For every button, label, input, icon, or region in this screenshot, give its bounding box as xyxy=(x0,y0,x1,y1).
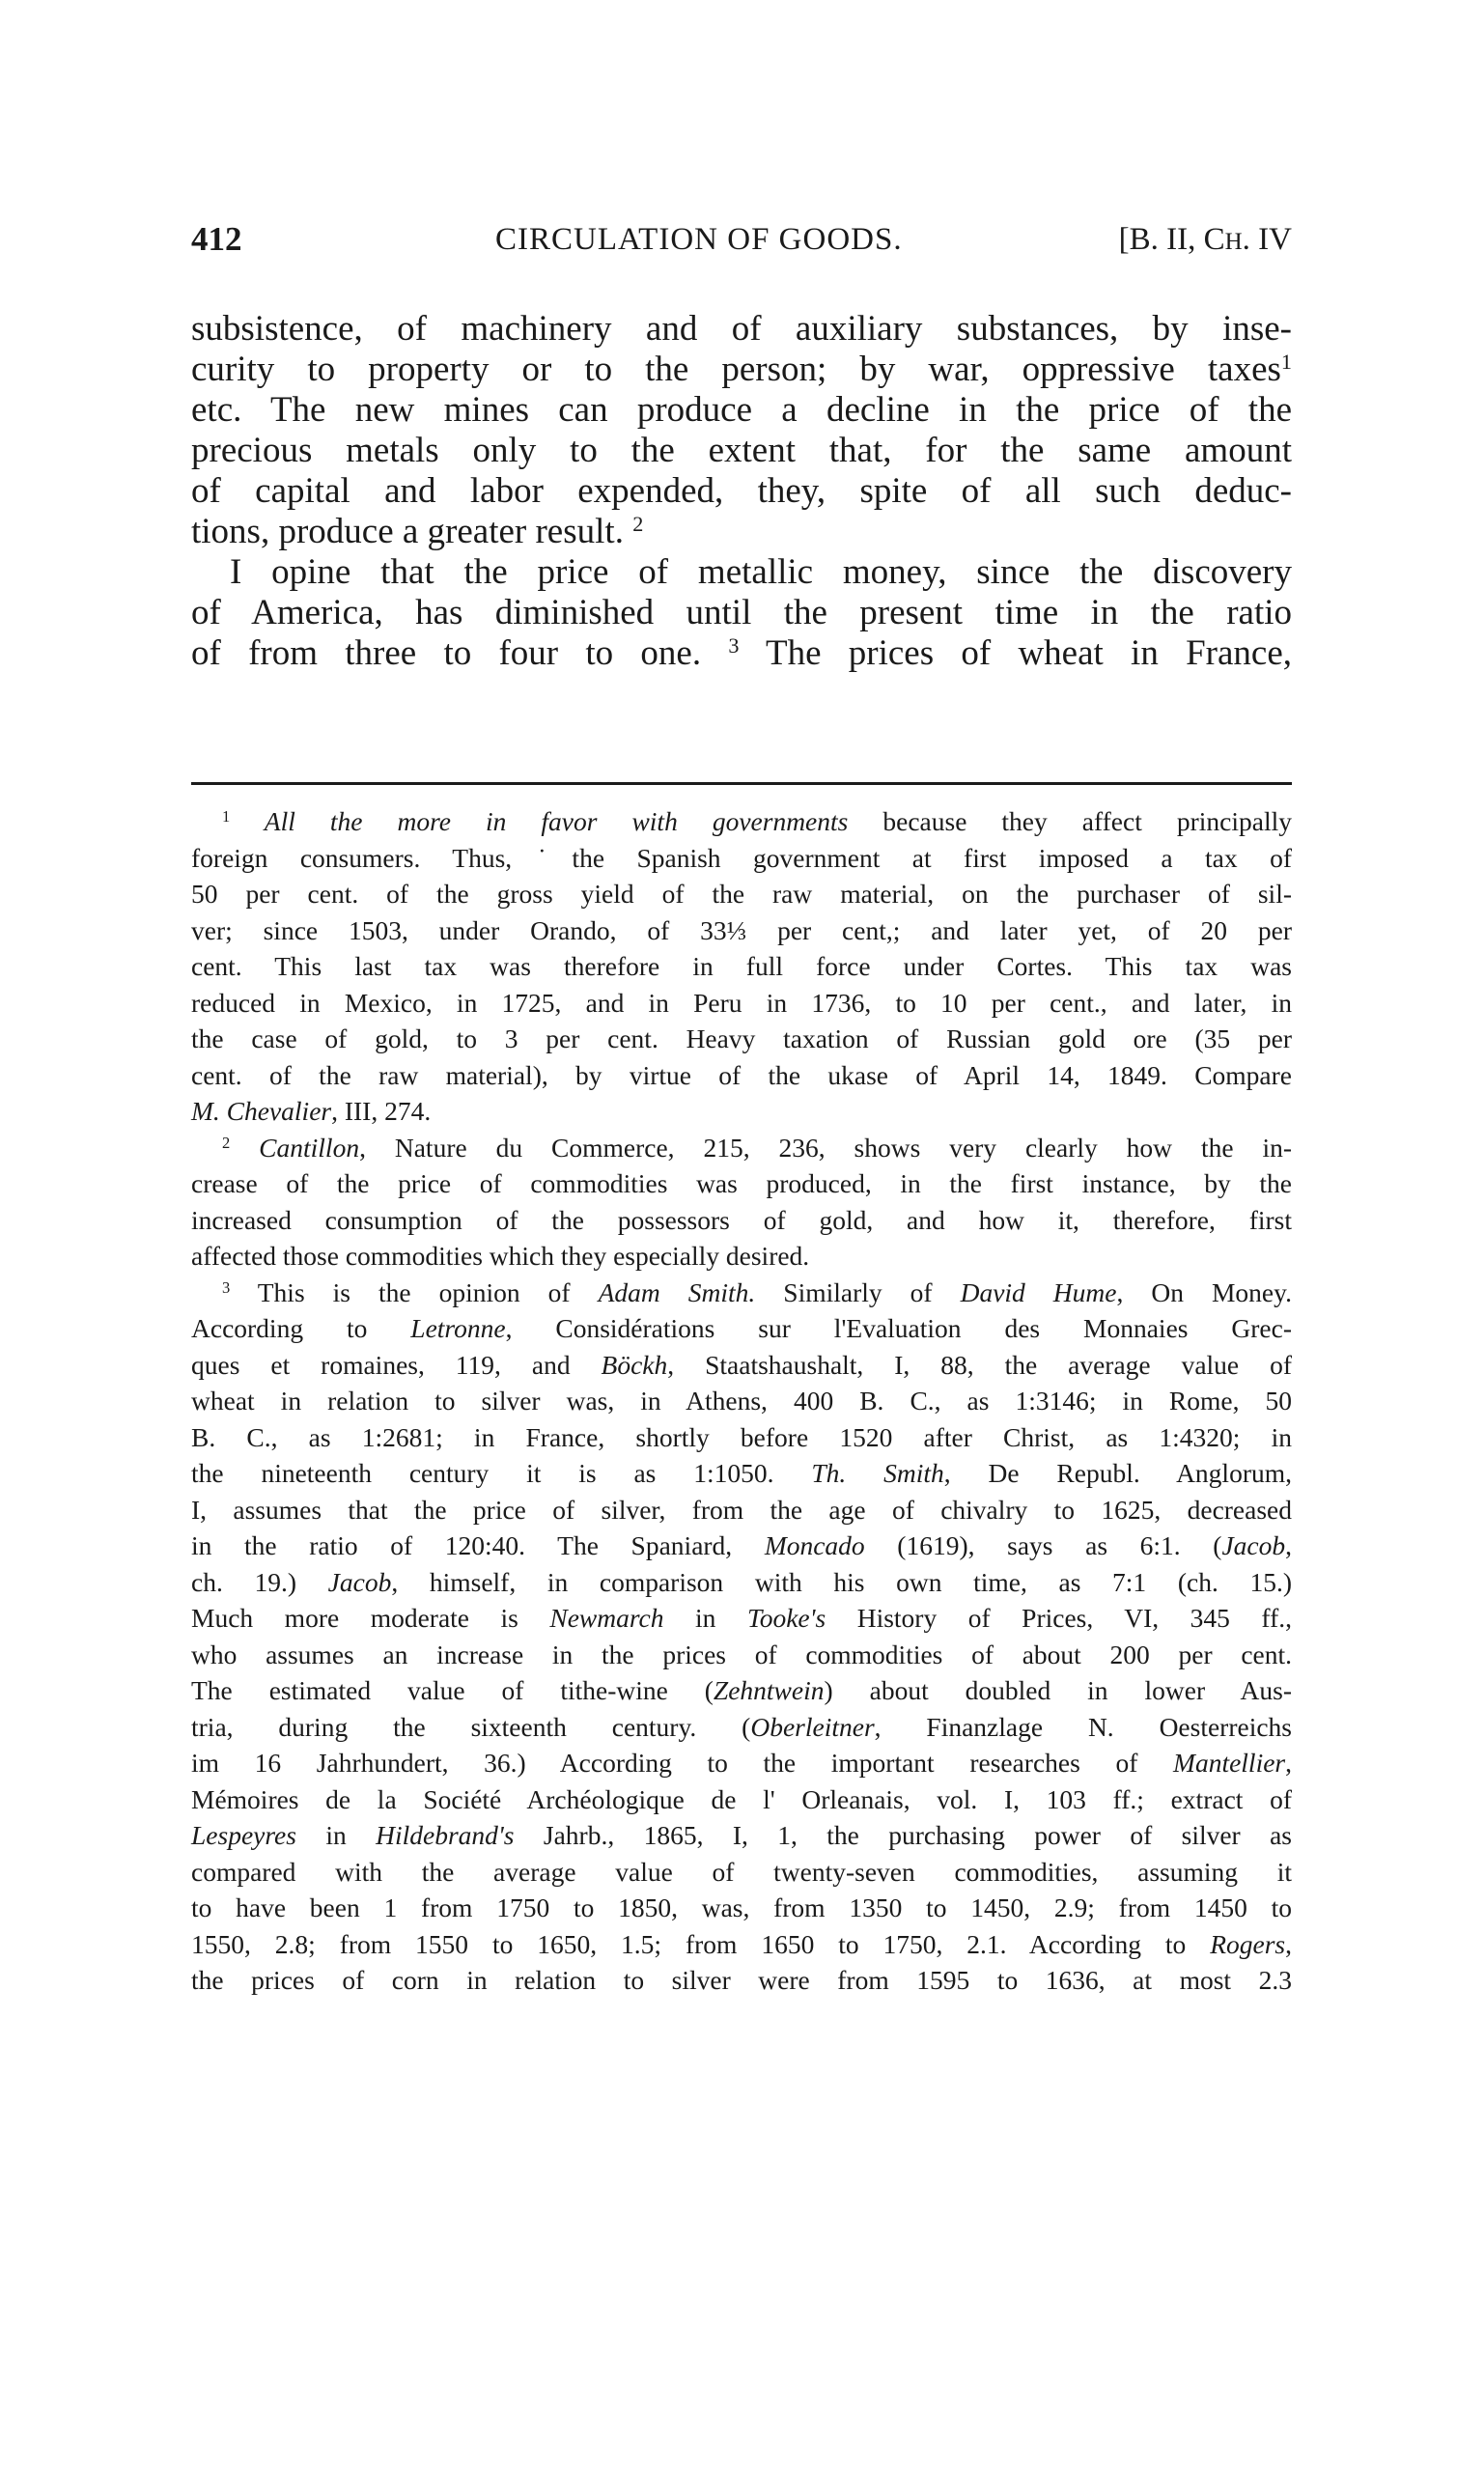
footnote-marker: 2 xyxy=(222,1133,231,1152)
footnote-line xyxy=(191,1057,1292,1094)
text-run: ver; since 1503, under Orando, of 33⅓ per cent,; and later yet, of 20 per xyxy=(191,914,1292,945)
text-run: The estimated value of tithe-wine ( xyxy=(191,1675,714,1705)
italic-text: Jacob xyxy=(1221,1530,1286,1560)
text-run: increased consumption of the possessors of gold, and how it, therefore, first xyxy=(191,1204,1292,1235)
italic-text: Jacob xyxy=(327,1566,392,1597)
text-run: Jahrb., 1865, I, 1, the purchasing power of silver as xyxy=(514,1820,1293,1850)
footnote-line xyxy=(191,1709,1292,1746)
body-line xyxy=(191,512,1292,552)
footnote-line xyxy=(191,1383,1292,1419)
footnote-line xyxy=(191,1202,1292,1239)
text-run: crease of the price of commodities was produced, in the first instance, by the xyxy=(191,1168,1292,1198)
text-run: compared with the average value of twenty-seven commodities, assuming it xyxy=(191,1856,1292,1887)
text-run: foreign consumers. Thus,˙the Spanish government at first imposed a tax of xyxy=(191,842,1292,873)
italic-text: Mantellier xyxy=(1173,1748,1286,1778)
text-run: affected those commodities which they especially desired. xyxy=(191,1241,810,1271)
text-run: tions, produce a greater result. xyxy=(191,512,633,551)
italic-text: Lespeyres xyxy=(191,1820,296,1850)
italic-text: Moncado xyxy=(764,1530,865,1560)
italic-text: Oberleitner xyxy=(750,1711,875,1742)
footnote-line xyxy=(191,1672,1292,1709)
text-run: in xyxy=(663,1603,747,1633)
section-ref-suffix: . IV xyxy=(1242,222,1292,257)
footnote-marker: 1 xyxy=(1280,349,1292,374)
text-run: ques et romaines, 119, and xyxy=(191,1349,602,1380)
text-run: subsistence, of machinery and of auxiliary substances, by inse- xyxy=(191,309,1292,349)
text-run: the case of gold, to 3 per cent. Heavy taxation of Russian gold ore (35 per xyxy=(191,1023,1292,1053)
text-run: of from three to four to one. xyxy=(191,633,729,673)
footnote-line xyxy=(191,948,1292,985)
running-header xyxy=(191,220,1292,270)
text-run: wheat in relation to silver was, in Athens, 400 B. C., as 1:3146; in Rome, 50 xyxy=(191,1386,1292,1416)
footnote-line xyxy=(191,1093,1292,1130)
text-run: , On Money. xyxy=(1116,1276,1292,1307)
text-run: tria, during the sixteenth century. ( xyxy=(191,1711,751,1742)
text-run: 50 per cent. of the gross yield of the raw material, on the purchaser of sil- xyxy=(191,879,1292,909)
footnote-line xyxy=(191,803,1292,840)
text-run: cent. This last tax was therefore in full force under Cortes. This tax was xyxy=(191,951,1292,981)
footnote-line xyxy=(191,1492,1292,1528)
italic-text: Adam Smith. xyxy=(598,1276,756,1307)
main-body-text xyxy=(191,309,1292,674)
body-line xyxy=(191,471,1292,512)
text-run: ) about doubled in lower Aus- xyxy=(824,1675,1292,1705)
text-run: the nineteenth century it is as 1:1050. xyxy=(191,1458,812,1488)
section-ref-prefix: [B. II, C xyxy=(1118,222,1225,257)
text-run: , Considérations sur l'Evaluation des Monnaies Grec- xyxy=(505,1313,1292,1343)
text-run: because they affect principally xyxy=(848,806,1292,836)
footnote-line xyxy=(191,1926,1292,1963)
footnote-marker: 3 xyxy=(728,632,740,658)
italic-text: M. Chevalier xyxy=(191,1096,332,1126)
footnote-line xyxy=(191,1419,1292,1456)
text-run: the prices of corn in relation to silver were from 1595 to 1636, at most 2.3 xyxy=(191,1965,1292,1995)
text-run: , Finanzlage N. Oesterreichs xyxy=(874,1711,1293,1742)
italic-text: Letronne xyxy=(410,1313,506,1343)
footnote-line xyxy=(191,1745,1292,1781)
text-run: , III, 274. xyxy=(331,1096,432,1126)
italic-text: Hildebrand's xyxy=(376,1820,515,1850)
footnote-line xyxy=(191,1347,1292,1384)
text-run: Similarly of xyxy=(755,1276,961,1307)
text-run: History of Prices, VI, 345 ff., xyxy=(826,1603,1292,1633)
page-number: 412 xyxy=(191,220,242,258)
text-run: , xyxy=(1285,1928,1292,1959)
footnote-line xyxy=(191,1310,1292,1347)
italic-text: David Hume xyxy=(960,1276,1117,1307)
body-line xyxy=(191,390,1292,431)
footnote-line xyxy=(191,1600,1292,1637)
running-title: CIRCULATION OF GOODS. xyxy=(495,222,903,257)
text-run: B. C., as 1:2681; in France, shortly before 1520 after Christ, as 1:4320; in xyxy=(191,1421,1292,1452)
body-line xyxy=(191,431,1292,471)
body-line xyxy=(191,593,1292,633)
italic-text: Tooke's xyxy=(746,1603,826,1633)
italic-text: Th. Smith xyxy=(811,1458,944,1488)
text-run: , De Republ. Anglorum, xyxy=(943,1458,1292,1488)
italic-text: Zehntwein xyxy=(713,1675,825,1705)
text-run: This is the opinion of xyxy=(230,1276,599,1307)
text-run: ch. 19.) xyxy=(191,1566,328,1597)
body-line xyxy=(191,552,1292,593)
text-run: of America, has diminished until the present time in the ratio xyxy=(191,593,1292,632)
text-run: I, assumes that the price of silver, from the age of chivalry to 1625, decreased xyxy=(191,1494,1292,1525)
text-run: im 16 Jahrhundert, 36.) According to the important researches of xyxy=(191,1748,1174,1778)
text-run: to have been 1 from 1750 to 1850, was, from 1350 to 1450, 2.9; from 1450 to xyxy=(191,1892,1292,1922)
italic-text: Böckh xyxy=(601,1349,668,1380)
text-run: , Staatshaushalt, I, 88, the average value of xyxy=(667,1349,1293,1380)
text-run: Much more moderate is xyxy=(191,1603,550,1633)
text-run: , xyxy=(1285,1748,1292,1778)
text-run: precious metals only to the extent that, for the same amount xyxy=(191,431,1292,470)
footnote-line xyxy=(191,1781,1292,1818)
body-line xyxy=(191,309,1292,350)
text-run: in xyxy=(295,1820,377,1850)
italic-text: Newmarch xyxy=(549,1603,664,1633)
footnote-marker: 1 xyxy=(222,806,231,826)
text-run: reduced in Mexico, in 1725, and in Peru in 1736, to 10 per cent., and later, in xyxy=(191,987,1292,1018)
text-run: curity to property or to the person; by war, oppressive taxes xyxy=(191,350,1281,389)
text-run: , himself, in comparison with his own time, as 7:1 (ch. 15.) xyxy=(391,1566,1292,1597)
footnote-line xyxy=(191,840,1292,877)
footnote-line xyxy=(191,1854,1292,1891)
footnote-line xyxy=(191,1130,1292,1166)
text-run: who assumes an increase in the prices of commodities of about 200 per cent. xyxy=(191,1639,1292,1669)
footnote-line xyxy=(191,876,1292,912)
footnote-line xyxy=(191,1637,1292,1673)
text-run: , Nature du Commerce, 215, 236, shows very clearly how the in- xyxy=(359,1132,1293,1163)
footnote-divider-rule xyxy=(191,782,1292,785)
text-run: 1550, 2.8; from 1550 to 1650, 1.5; from 1650 to 1750, 2.1. According to xyxy=(191,1928,1211,1959)
text-run: etc. The new mines can produce a decline in the price of the xyxy=(191,390,1292,430)
body-line xyxy=(191,633,1292,674)
footnote-line xyxy=(191,1962,1292,1999)
text-run: , xyxy=(1285,1530,1292,1560)
footnote-line xyxy=(191,1817,1292,1854)
footnote-line xyxy=(191,1275,1292,1311)
italic-text: Rogers xyxy=(1210,1928,1286,1959)
footnote-line xyxy=(191,1021,1292,1057)
text-run: of capital and labor expended, they, spite of all such deduc- xyxy=(191,471,1292,511)
footnote-line xyxy=(191,1890,1292,1926)
text-run: According to xyxy=(191,1313,411,1343)
text-run: cent. of the raw material), by virtue of the ukase of April 14, 1849. Compare xyxy=(191,1059,1292,1090)
footnote-line xyxy=(191,1238,1292,1275)
footnote-marker: 2 xyxy=(632,511,644,536)
footnote-line xyxy=(191,1165,1292,1202)
footnote-line xyxy=(191,1564,1292,1601)
footnote-line xyxy=(191,912,1292,949)
text-run: in the ratio of 120:40. The Spaniard, xyxy=(191,1530,765,1560)
text-run: The prices of wheat in France, xyxy=(739,633,1292,673)
text-run: (1619), says as 6:1. ( xyxy=(864,1530,1222,1560)
section-reference xyxy=(1119,222,1292,258)
text-run: Mémoires de la Société Archéologique de l' Orleanais, vol. I, 103 ff.; extract of xyxy=(191,1783,1292,1814)
italic-text: Cantillon xyxy=(230,1132,360,1163)
footnotes xyxy=(191,803,1292,1999)
section-ref-smallcaps: H xyxy=(1224,229,1243,255)
footnote-line xyxy=(191,985,1292,1022)
footnote-marker: 3 xyxy=(222,1277,231,1297)
body-line xyxy=(191,350,1292,390)
footnote-line xyxy=(191,1455,1292,1492)
italic-text: All the more in favor with governments xyxy=(230,806,849,836)
text-run: I opine that the price of metallic money, since the discovery xyxy=(230,552,1292,592)
footnote-line xyxy=(191,1528,1292,1564)
